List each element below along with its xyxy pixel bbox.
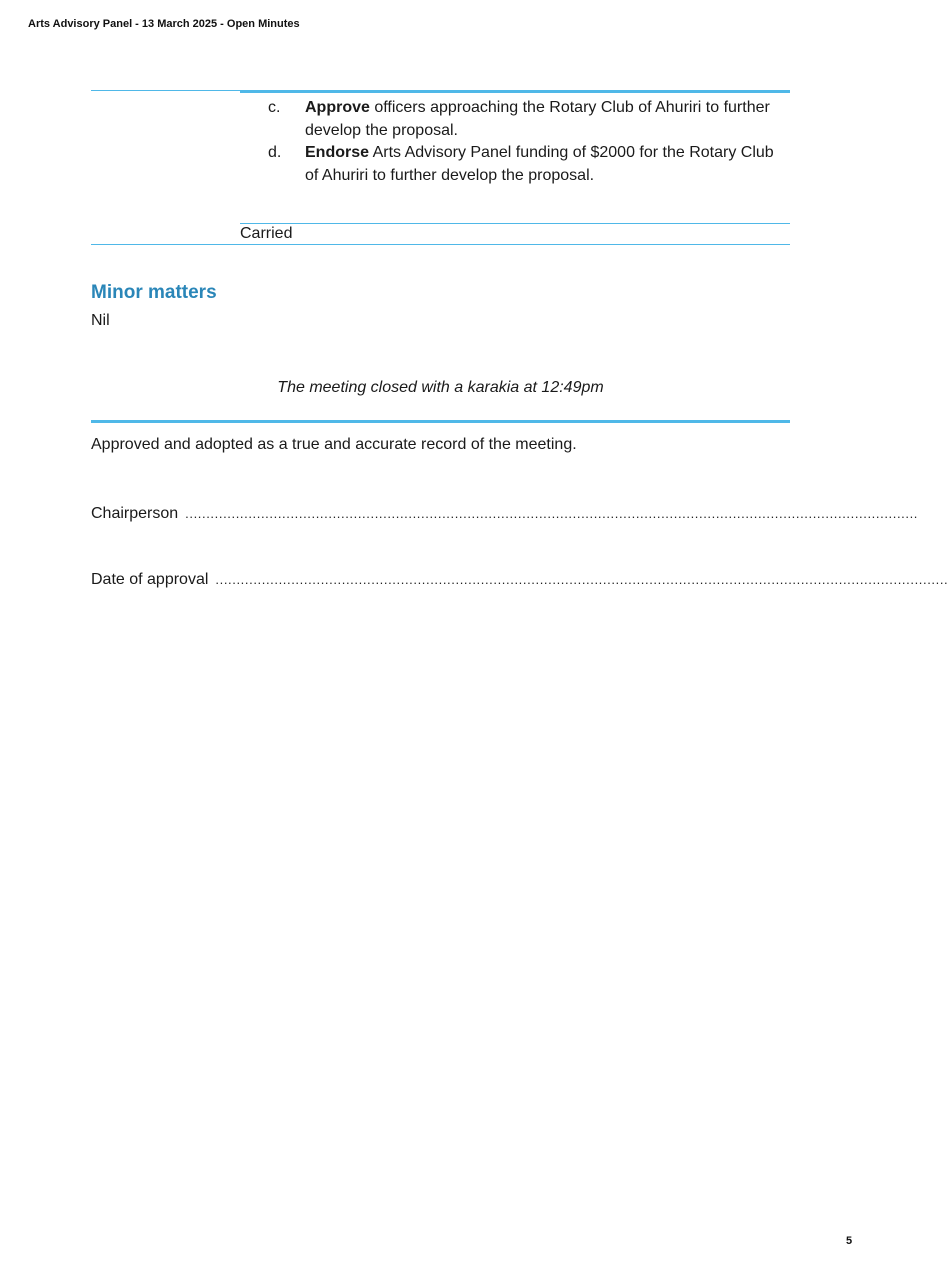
date-of-approval-label: Date of approval [91,571,209,588]
table-top-rule-left [91,90,240,91]
chairperson-signature-line [91,505,919,523]
table-top-rule-right [240,90,790,93]
resolution-verb: Endorse [305,144,370,161]
list-item-body [305,141,790,187]
table-bottom-rule [91,244,790,245]
date-dots: .............................................................................................................................................................................. [215,572,948,587]
approval-statement: Approved and adopted as a true and accurate record of the meeting. [91,436,577,453]
list-marker: d. [268,144,282,161]
running-header: Arts Advisory Panel - 13 March 2025 - Open Minutes [28,18,300,30]
chairperson-label: Chairperson [91,505,179,522]
list-item-body [305,96,790,142]
page-number: 5 [846,1235,853,1247]
resolution-item-d [268,141,790,187]
minor-matters-body: Nil [91,312,110,329]
approval-rule [91,420,790,423]
resolution-text: officers approaching the Rotary Club of Ahuriri to further develop the proposal. [305,99,770,139]
date-of-approval-line [91,571,948,589]
outcome-top-rule [240,223,790,224]
resolution-verb: Approve [305,99,370,116]
meeting-closing-note: The meeting closed with a karakia at 12:49pm [277,379,604,396]
outcome-carried: Carried [240,225,293,242]
resolution-text: Arts Advisory Panel funding of $2000 for the Rotary Club of Ahuriri to further develop the proposal. [305,144,774,184]
list-marker: c. [268,99,281,116]
resolution-item-c [268,96,790,142]
section-heading-minor-matters: Minor matters [91,282,217,303]
signature-dots: .............................................................................................................................................................................. [185,506,919,521]
